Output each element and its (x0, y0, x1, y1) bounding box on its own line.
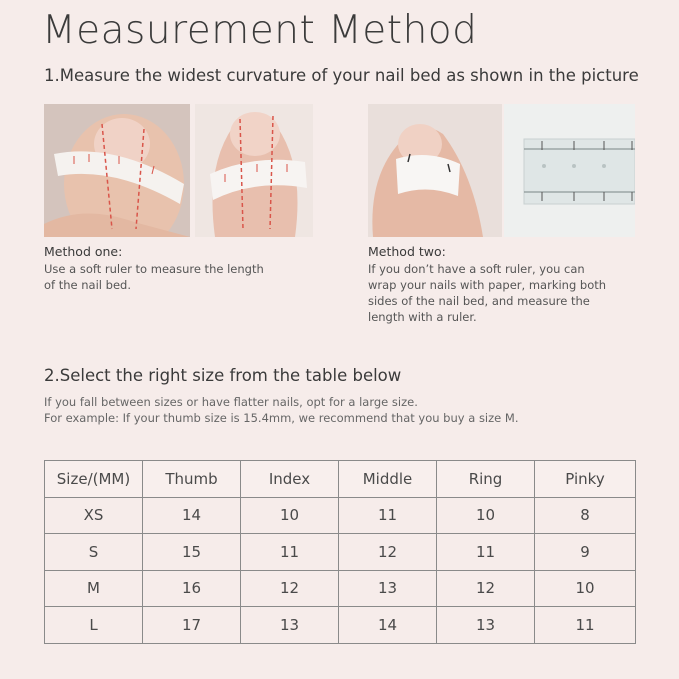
method-two-line: wrap your nails with paper, marking both (368, 278, 607, 292)
table-cell: XS (45, 497, 143, 534)
method-two-title: Method two: (368, 244, 446, 259)
method-two-line: If you don’t have a soft ruler, you can (368, 262, 585, 276)
table-cell: 12 (241, 570, 339, 607)
method-one-line: Use a soft ruler to measure the length (44, 262, 264, 276)
method-one-line: of the nail bed. (44, 278, 131, 292)
table-cell: 17 (143, 607, 241, 644)
table-cell: 8 (535, 497, 636, 534)
table-cell: 12 (339, 534, 437, 571)
photo-soft-ruler-thumb (44, 104, 190, 237)
table-header-cell: Index (241, 461, 339, 498)
table-row (45, 607, 636, 644)
table-cell: 11 (535, 607, 636, 644)
photo-paper-wrap (368, 104, 502, 237)
table-header-cell: Size/(MM) (45, 461, 143, 498)
table-cell: 13 (437, 607, 535, 644)
step-two-heading: 2.Select the right size from the table below (44, 366, 402, 385)
table-cell: 14 (339, 607, 437, 644)
table-row (45, 497, 636, 534)
photo-soft-ruler-finger (195, 104, 313, 237)
page-title: Measurement Method (42, 8, 478, 53)
method-two-line: sides of the nail bed, and measure the (368, 294, 590, 308)
table-cell: 15 (143, 534, 241, 571)
table-header-cell: Ring (437, 461, 535, 498)
table-cell: S (45, 534, 143, 571)
method-one-title: Method one: (44, 244, 123, 259)
table-cell: 10 (437, 497, 535, 534)
table-cell: 11 (241, 534, 339, 571)
table-cell: 10 (241, 497, 339, 534)
table-header-cell: Middle (339, 461, 437, 498)
step-one-heading: 1.Measure the widest curvature of your nail bed as shown in the picture (44, 66, 639, 85)
table-cell: 12 (437, 570, 535, 607)
method-two-description (368, 261, 606, 325)
table-cell: 16 (143, 570, 241, 607)
size-example: For example: If your thumb size is 15.4mm, we recommend that you buy a size M. (44, 411, 519, 425)
photo-ruler (504, 104, 635, 237)
table-cell: 13 (339, 570, 437, 607)
table-cell: L (45, 607, 143, 644)
table-row (45, 570, 636, 607)
table-cell: 14 (143, 497, 241, 534)
method-one-description (44, 261, 264, 293)
table-cell: 13 (241, 607, 339, 644)
table-header-cell: Thumb (143, 461, 241, 498)
size-note: If you fall between sizes or have flatter nails, opt for a large size. (44, 395, 418, 409)
table-header-cell: Pinky (535, 461, 636, 498)
table-cell: 11 (437, 534, 535, 571)
table-cell: 10 (535, 570, 636, 607)
method-two-line: length with a ruler. (368, 310, 477, 324)
table-cell: M (45, 570, 143, 607)
table-header-row (45, 461, 636, 498)
table-cell: 11 (339, 497, 437, 534)
table-row (45, 534, 636, 571)
size-table (44, 460, 636, 644)
table-cell: 9 (535, 534, 636, 571)
